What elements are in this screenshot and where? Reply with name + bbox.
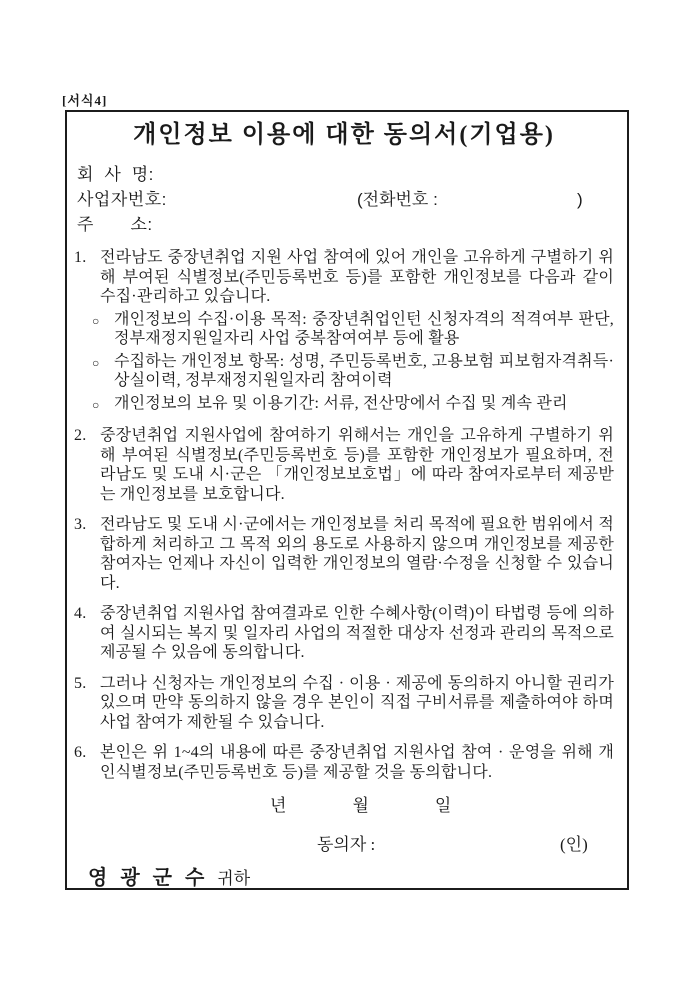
clause-1-bullet-2 bbox=[92, 352, 614, 391]
phone-close-paren: ) bbox=[577, 190, 583, 209]
clause-1-bullet-1-text: 개인정보의 수집·이용 목적: 중장년취업인턴 신청자격의 적격여부 판단, 정부재정지원일자리 사업 중복참여여부 등에 활용 bbox=[114, 310, 614, 347]
form-tag: [서식4] bbox=[62, 93, 108, 108]
phone-number-label: (전화번호 : bbox=[357, 190, 438, 209]
business-number-label: 사업자번호: bbox=[77, 190, 167, 209]
form-border-box bbox=[65, 110, 629, 890]
recipient-name: 영 광 군 수 bbox=[88, 867, 209, 889]
clause-1-bullet-2-text: 수집하는 개인정보 항목: 성명, 주민등록번호, 고용보험 피보험자격취득·상실이력, 정부재정지원일자리 참여이력 bbox=[114, 352, 614, 389]
clause-6 bbox=[74, 743, 614, 782]
date-line bbox=[74, 796, 614, 816]
header-fields bbox=[77, 162, 614, 237]
clause-1-bullet-1 bbox=[92, 310, 614, 349]
clause-2 bbox=[74, 426, 614, 504]
signer-label: 동의자 : bbox=[317, 835, 376, 854]
company-name-row bbox=[77, 162, 614, 187]
clause-4 bbox=[74, 604, 614, 663]
clause-3 bbox=[74, 515, 614, 593]
recipient-suffix: 귀하 bbox=[217, 869, 251, 888]
clause-2-text: 중장년취업 지원사업에 참여하기 위해서는 개인을 고유하게 구별하기 위해 부여된 식별정보(주민등록번호 등)를 포함한 개인정보가 필요하며, 전라남도 및 도내 시·군은 「개인정보보호법」에 따라 참여자로부터 제공받는 개인정보를 보호합니다. bbox=[100, 427, 614, 503]
seal-label: (인) bbox=[560, 835, 588, 854]
clause-1-bullet-3 bbox=[92, 394, 614, 416]
clause-5-number: 5. bbox=[74, 674, 87, 692]
clause-3-text: 전라남도 및 도내 시·군에서는 개인정보를 처리 목적에 필요한 범위에서 적합하게 처리하고 그 목적 외의 용도로 사용하지 않으며 개인정보를 제공한 참여자는 언제나 자신이 입력한 개인정보의 열람·수정을 신청할 수 있습니다. bbox=[100, 516, 614, 592]
address-label: 주 소: bbox=[77, 215, 153, 234]
clause-list bbox=[74, 248, 614, 782]
clause-1-text: 전라남도 중장년취업 지원 사업 참여에 있어 개인을 고유하게 구별하기 위해 부여된 식별정보(주민등록번호 등)를 포함한 개인정보를 다음과 같이 수집·관리하고 있습니다. bbox=[100, 249, 614, 305]
day-label: 일 bbox=[434, 796, 452, 815]
company-name-label: 회 사 명: bbox=[77, 165, 154, 184]
business-number-row bbox=[77, 187, 614, 212]
clause-3-number: 3. bbox=[74, 516, 87, 533]
address-row bbox=[77, 212, 614, 237]
recipient-line bbox=[74, 865, 614, 893]
circle-bullet-icon: ○ bbox=[92, 313, 100, 328]
clause-6-number: 6. bbox=[74, 744, 87, 761]
signature-line bbox=[74, 830, 614, 852]
month-label: 월 bbox=[352, 796, 369, 815]
clause-1-number: 1. bbox=[74, 249, 87, 266]
clause-4-text: 중장년취업 지원사업 참여결과로 인한 수혜사항(이력)이 타법령 등에 의하여 실시되는 복지 및 일자리 사업의 적절한 대상자 선정과 관리의 목적으로 제공될 수 있음에 동의합니다. bbox=[100, 605, 614, 661]
clause-4-number: 4. bbox=[74, 605, 87, 622]
clause-1 bbox=[74, 248, 614, 415]
year-label: 년 bbox=[270, 796, 287, 815]
clause-5 bbox=[74, 674, 614, 733]
circle-bullet-icon: ○ bbox=[92, 397, 100, 412]
clause-6-text: 본인은 위 1~4의 내용에 따른 중장년취업 지원사업 참여 · 운영을 위해 개인식별정보(주민등록번호 등)를 제공할 것을 동의합니다. bbox=[100, 744, 614, 781]
clause-5-text: 그러나 신청자는 개인정보의 수집 · 이용 · 제공에 동의하지 아니할 권리가 있으며 만약 동의하지 않을 경우 본인이 직접 구비서류를 제출하여야 하며 사업 참여가 제한될 수 있습니다. bbox=[100, 674, 614, 731]
clause-2-number: 2. bbox=[74, 427, 87, 444]
clause-1-bullet-3-text: 개인정보의 보유 및 이용기간: 서류, 전산망에서 수집 및 계속 관리 bbox=[114, 394, 568, 412]
circle-bullet-icon: ○ bbox=[92, 355, 100, 370]
page-title: 개인정보 이용에 대한 동의서(기업용) bbox=[133, 122, 555, 148]
